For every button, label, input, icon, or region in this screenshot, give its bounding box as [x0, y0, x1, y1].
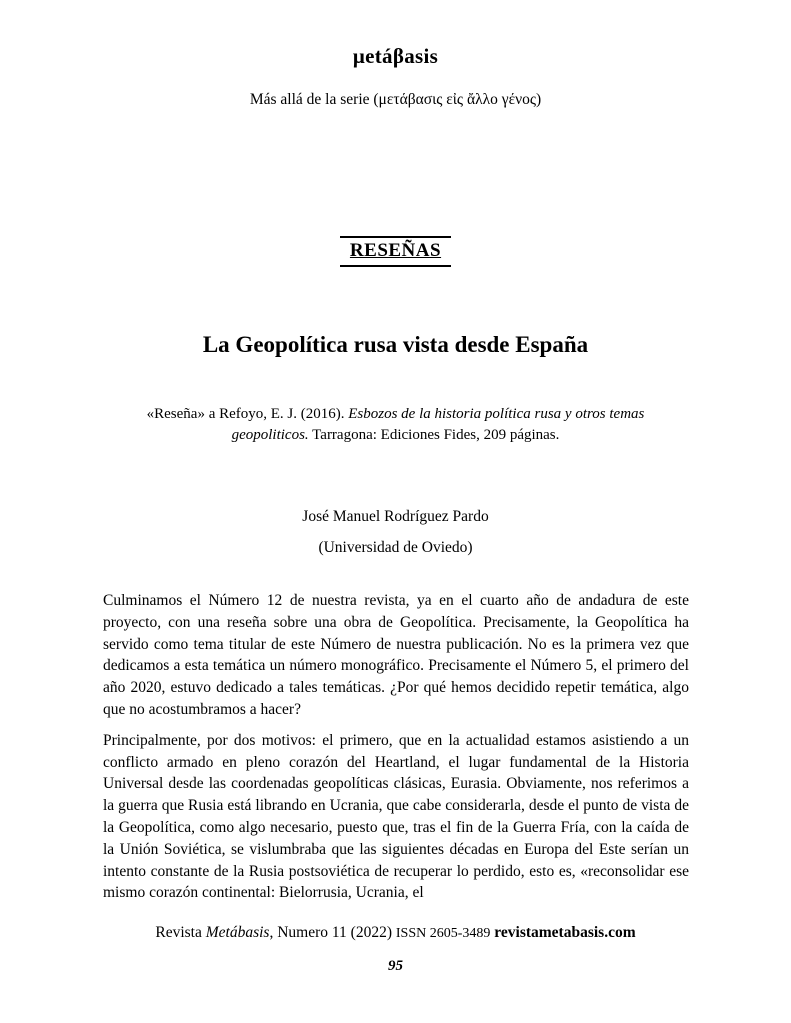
- body-paragraph: Culminamos el Número 12 de nuestra revista, ya en el cuarto año de andadura de este proyecto, con una reseña sobre una obra de Geopolítica. Precisamente, la Geopolítica ha servido como tema titular de este Número de nuestra publicación. No es la primera vez que dedicamos a esta temática un número monográfico. Precisamente el Número 5, el primero del año 2020, estuvo dedicado a tales temáticas. ¿Por qué hemos decidido repetir temática, algo que no acostumbramos a hacer?: [103, 592, 689, 718]
- footer-website: revistametabasis.com: [494, 924, 636, 941]
- body-paragraph: Principalmente, por dos motivos: el primero, que en la actualidad estamos asistiendo a un conflicto armado en pleno corazón del Heartland, el lugar fundamental de la Historia Universal desde las coordenadas geopolíticas clásicas, Eurasia. Obviamente, nos referimos a la guerra que Rusia está librando en Ucrania, que cabe considerarla, desde el punto de vista de la Geopolítica, como algo necesario, puesto que, tras el fin de la Guerra Fría, con la caída de la Unión Soviética, se vislumbraba que las siguientes décadas en Europa del Este serían un intento constante de la Rusia postsoviética de recuperar lo perdido, esto es, «reconsolidar ese mismo corazón continental: Bielorrusia, Ucrania, el: [103, 731, 689, 902]
- author-affiliation: (Universidad de Oviedo): [318, 539, 473, 556]
- footer-issue-info: , Numero 11 (2022): [269, 924, 396, 941]
- footer-prefix: Revista: [155, 924, 206, 941]
- section-heading-label: RESEÑAS: [349, 240, 442, 261]
- article-body: [103, 590, 689, 904]
- author-name: José Manuel Rodríguez Pardo: [302, 508, 489, 525]
- section-heading-wrap: [0, 236, 791, 267]
- page-footer: [0, 924, 791, 942]
- footer-journal-name: Metábasis: [205, 924, 270, 941]
- citation-book-title: Esbozos de la historia política rusa y otros temas geopoliticos.: [231, 406, 645, 443]
- journal-subtitle: Más allá de la serie (μετάβασις εἰς ἄλλο γένος): [249, 91, 542, 108]
- footer-issn: ISSN 2605-3489: [395, 926, 491, 941]
- article-title: La Geopolítica rusa vista desde España: [202, 332, 589, 357]
- citation-suffix: Tarragona: Ediciones Fides, 209 páginas.: [308, 427, 560, 443]
- citation: [0, 404, 791, 446]
- journal-title: μetáβasis: [352, 44, 439, 68]
- citation-prefix: «Reseña» a Refoyo, E. J. (2016).: [146, 406, 349, 422]
- section-heading-box: [340, 236, 451, 267]
- page-number: 95: [388, 958, 403, 974]
- citation-text: [131, 404, 661, 446]
